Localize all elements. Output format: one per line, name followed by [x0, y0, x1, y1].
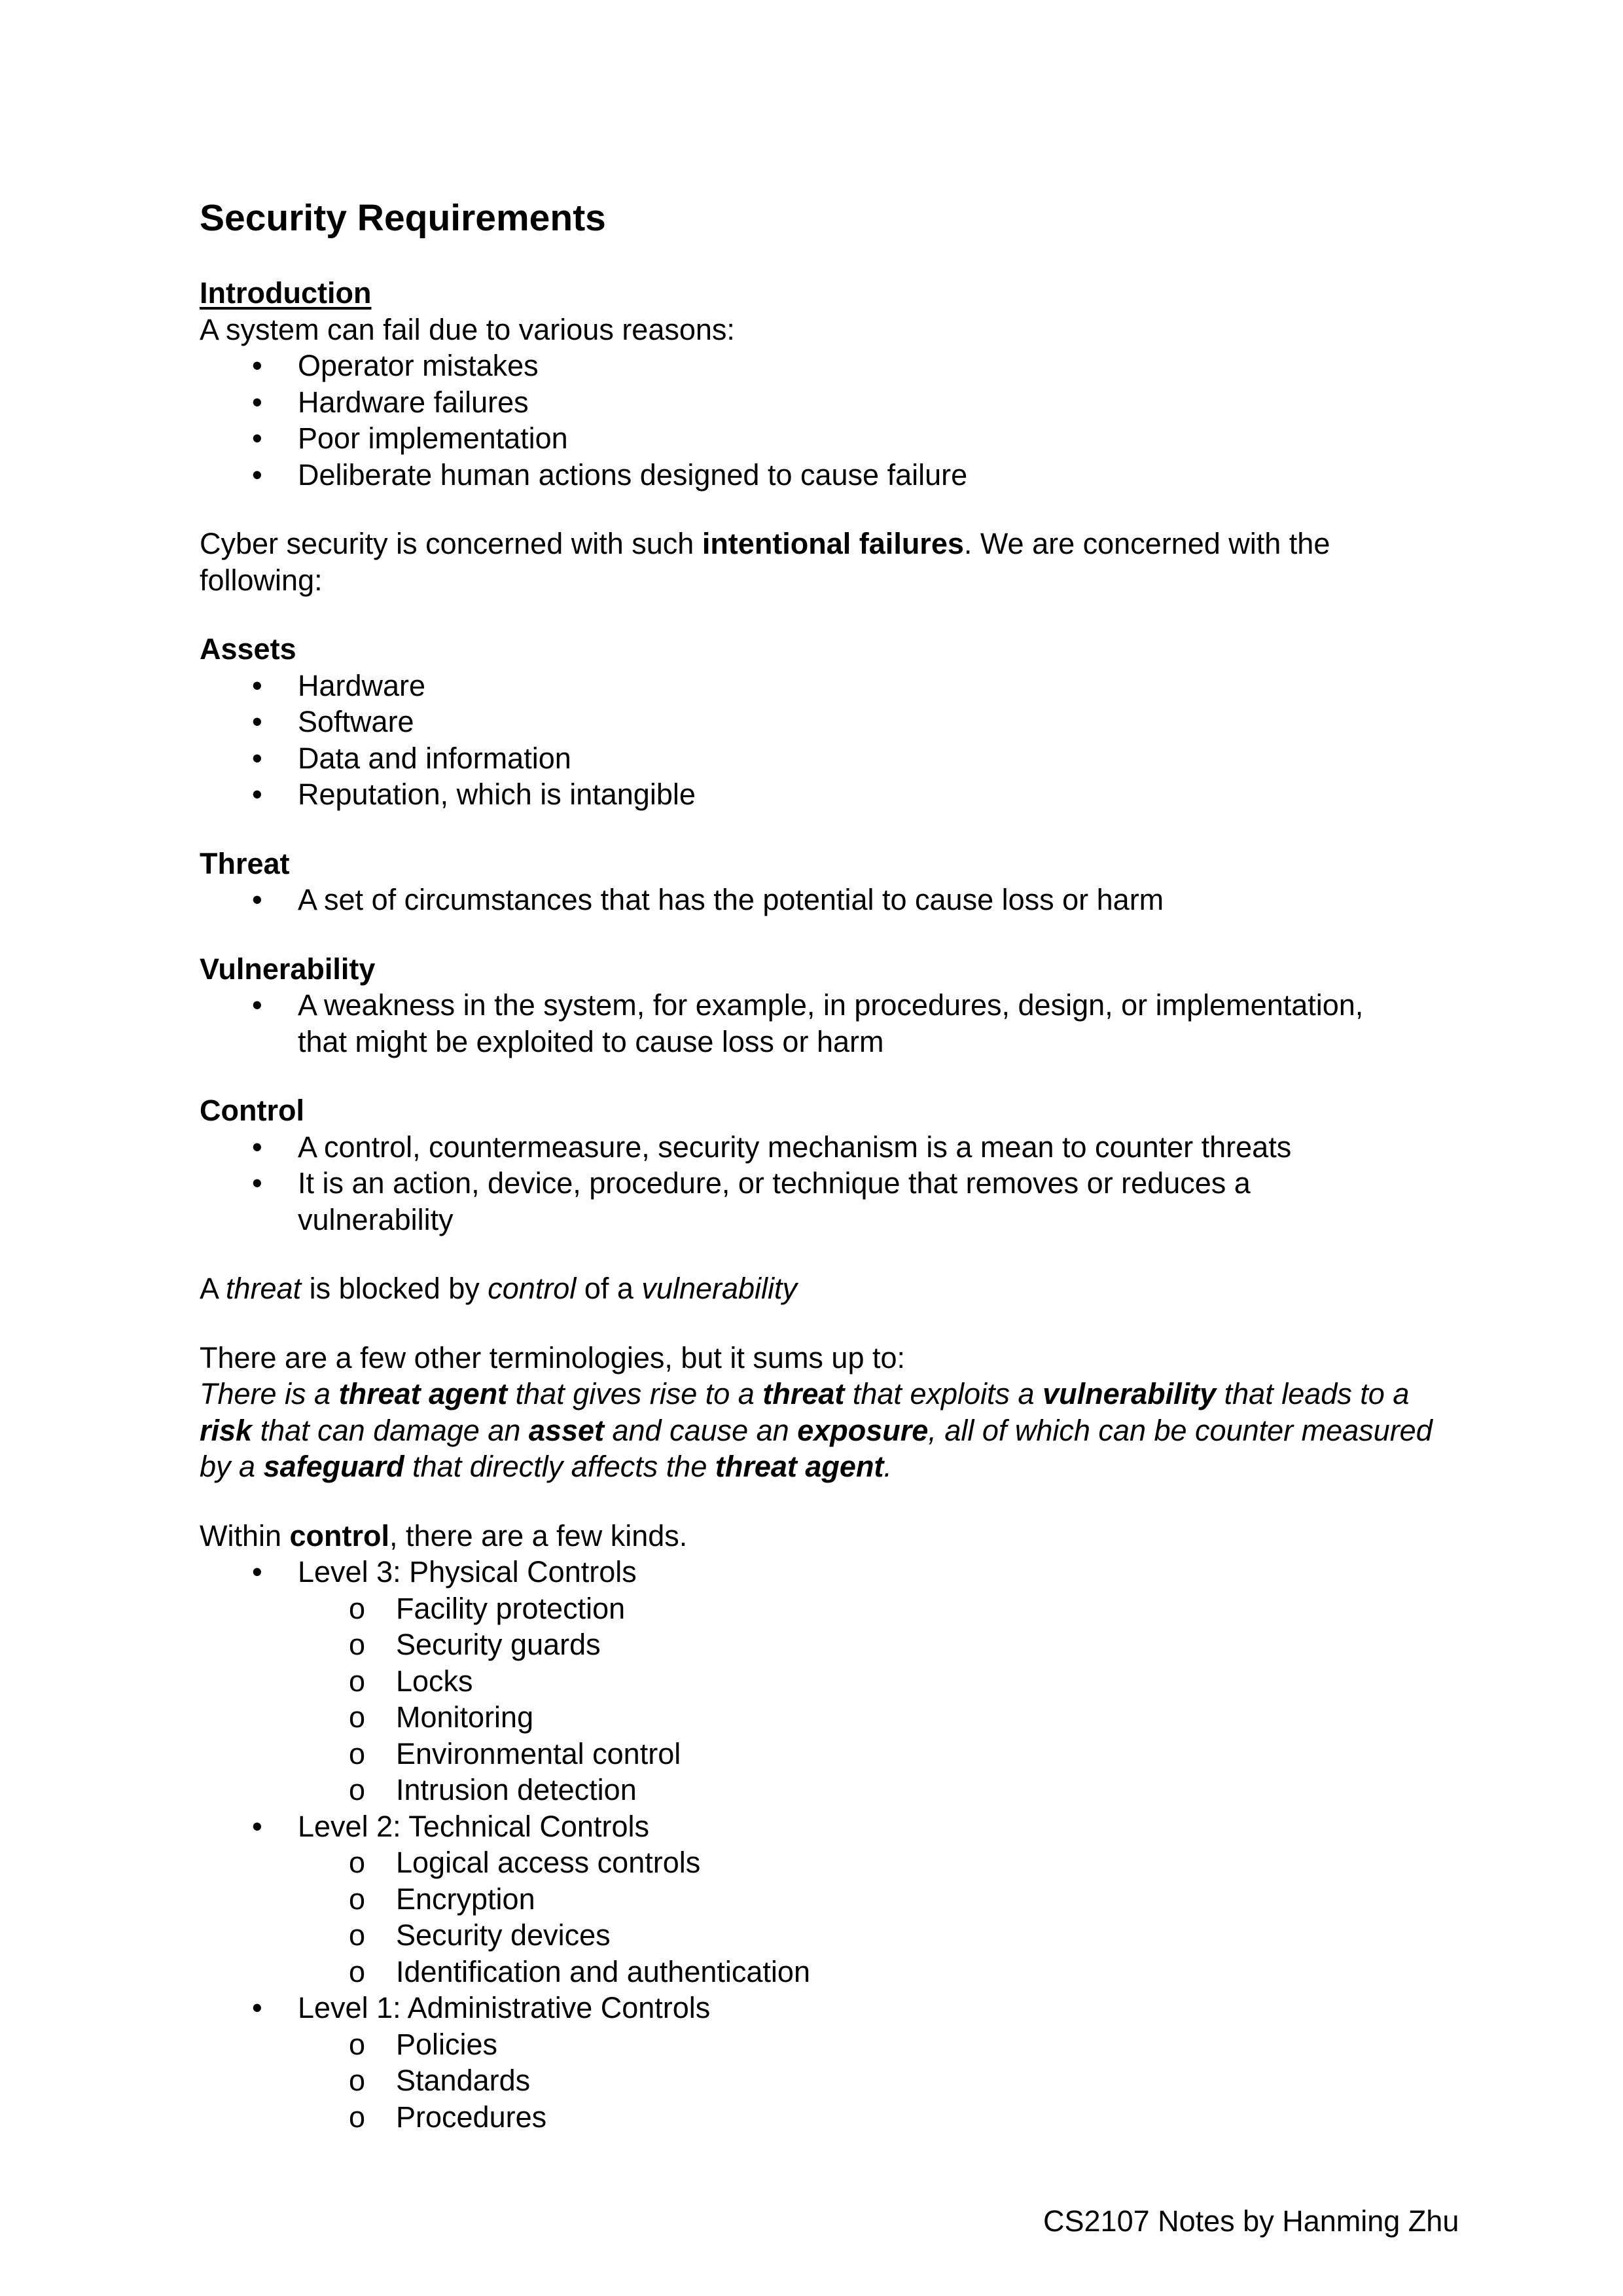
control-list: [200, 1129, 1443, 1238]
text-run: of a: [576, 1272, 642, 1305]
list-item: • Deliberate human actions designed to cause failure: [200, 457, 1443, 493]
kinds-intro: [200, 1518, 1443, 1554]
control-sub-item: o Logical access controls: [200, 1844, 1443, 1881]
page-footer: CS2107 Notes by Hanming Zhu: [1043, 2204, 1459, 2238]
text-run: that can damage an: [252, 1413, 529, 1447]
text-run: , there are a few kinds.: [389, 1518, 688, 1552]
list-item: • Operator mistakes: [200, 348, 1443, 384]
emphasis-term: vulnerability: [1043, 1377, 1217, 1410]
terminology-paragraph: [200, 1376, 1436, 1485]
text-run: is blocked by: [301, 1272, 488, 1305]
control-level-item: • Level 1: Administrative Controls: [200, 1990, 1443, 2026]
control-sub-item: o Standards: [200, 2062, 1443, 2099]
failure-reasons-list: [200, 348, 1443, 493]
summary-sentence: [200, 1270, 1443, 1307]
vulnerability-list: [200, 987, 1443, 1060]
list-item: • A set of circumstances that has the potential to cause loss or harm: [200, 882, 1443, 918]
assets-list: [200, 668, 1443, 813]
section-heading-control: Control: [200, 1094, 304, 1127]
section-heading-vulnerability: Vulnerability: [200, 952, 376, 986]
text-run: A: [200, 1272, 226, 1305]
list-item: • Reputation, which is intangible: [200, 776, 1443, 813]
emphasis-intentional-failures: intentional failures: [702, 527, 964, 560]
emphasis-term: threat agent: [338, 1377, 508, 1410]
text-run: and cause an: [603, 1413, 798, 1447]
control-sub-item: o Security devices: [200, 1917, 1443, 1954]
control-sub-item: o Identification and authentication: [200, 1954, 1443, 1990]
list-item: • Data and information: [200, 740, 1443, 777]
list-item: • Hardware failures: [200, 384, 1443, 421]
emphasis-control: control: [289, 1518, 390, 1552]
document-body: [200, 275, 1443, 2135]
control-sub-item: o Procedures: [200, 2099, 1443, 2136]
text-run: that leads to a: [1216, 1377, 1410, 1410]
list-item: • It is an action, device, procedure, or technique that removes or reduces a vulnerability: [200, 1165, 1293, 1238]
control-sub-item: o Intrusion detection: [200, 1772, 1443, 1808]
text-run: , all of which can be counter measured by a: [200, 1413, 1433, 1483]
text-run: control: [488, 1272, 577, 1305]
emphasis-term: asset: [528, 1413, 604, 1447]
text-run: Within: [200, 1518, 290, 1552]
emphasis-term: exposure: [797, 1413, 929, 1447]
threat-list: [200, 882, 1443, 918]
page-title: Security Requirements: [200, 197, 606, 239]
control-sub-item: o Security guards: [200, 1626, 1443, 1663]
list-item: • A weakness in the system, for example, in procedures, design, or implementation, that might be exploited to cause loss or harm: [200, 987, 1378, 1060]
list-item: • A control, countermeasure, security mechanism is a mean to counter threats: [200, 1129, 1443, 1166]
control-sub-item: o Monitoring: [200, 1699, 1443, 1736]
emphasis-term: threat agent: [715, 1450, 884, 1483]
control-levels-list: [200, 1554, 1443, 2135]
control-sub-item: o Encryption: [200, 1881, 1443, 1918]
control-sub-item: o Environmental control: [200, 1736, 1443, 1772]
intro-lead: A system can fail due to various reasons:: [200, 312, 735, 346]
control-level-item: • Level 3: Physical Controls: [200, 1554, 1443, 1590]
section-heading-assets: Assets: [200, 632, 296, 666]
terminology-lead: There are a few other terminologies, but it sums up to:: [200, 1340, 906, 1374]
text-run: vulnerability: [641, 1272, 798, 1305]
emphasis-term: risk: [200, 1413, 253, 1447]
section-heading-threat: Threat: [200, 846, 290, 880]
control-sub-item: o Policies: [200, 2026, 1443, 2063]
control-sub-item: o Facility protection: [200, 1590, 1443, 1627]
intro-paragraph: [200, 526, 1443, 598]
list-item: • Poor implementation: [200, 420, 1443, 457]
text-run: Cyber security is concerned with such: [200, 527, 702, 560]
text-run: that gives rise to a: [507, 1377, 763, 1410]
section-heading-introduction: Introduction: [200, 276, 372, 310]
emphasis-term: safeguard: [263, 1450, 404, 1483]
text-run: that directly affects the: [404, 1450, 715, 1483]
control-sub-item: o Locks: [200, 1663, 1443, 1700]
emphasis-term: threat: [762, 1377, 845, 1410]
text-run: threat: [226, 1272, 302, 1305]
control-level-item: • Level 2: Technical Controls: [200, 1808, 1443, 1845]
text-run: .: [883, 1450, 892, 1483]
text-run: There is a: [200, 1377, 339, 1410]
list-item: • Software: [200, 704, 1443, 740]
text-run: . We are concerned with the following:: [200, 527, 1330, 597]
text-run: that exploits a: [844, 1377, 1043, 1410]
list-item: • Hardware: [200, 668, 1443, 704]
